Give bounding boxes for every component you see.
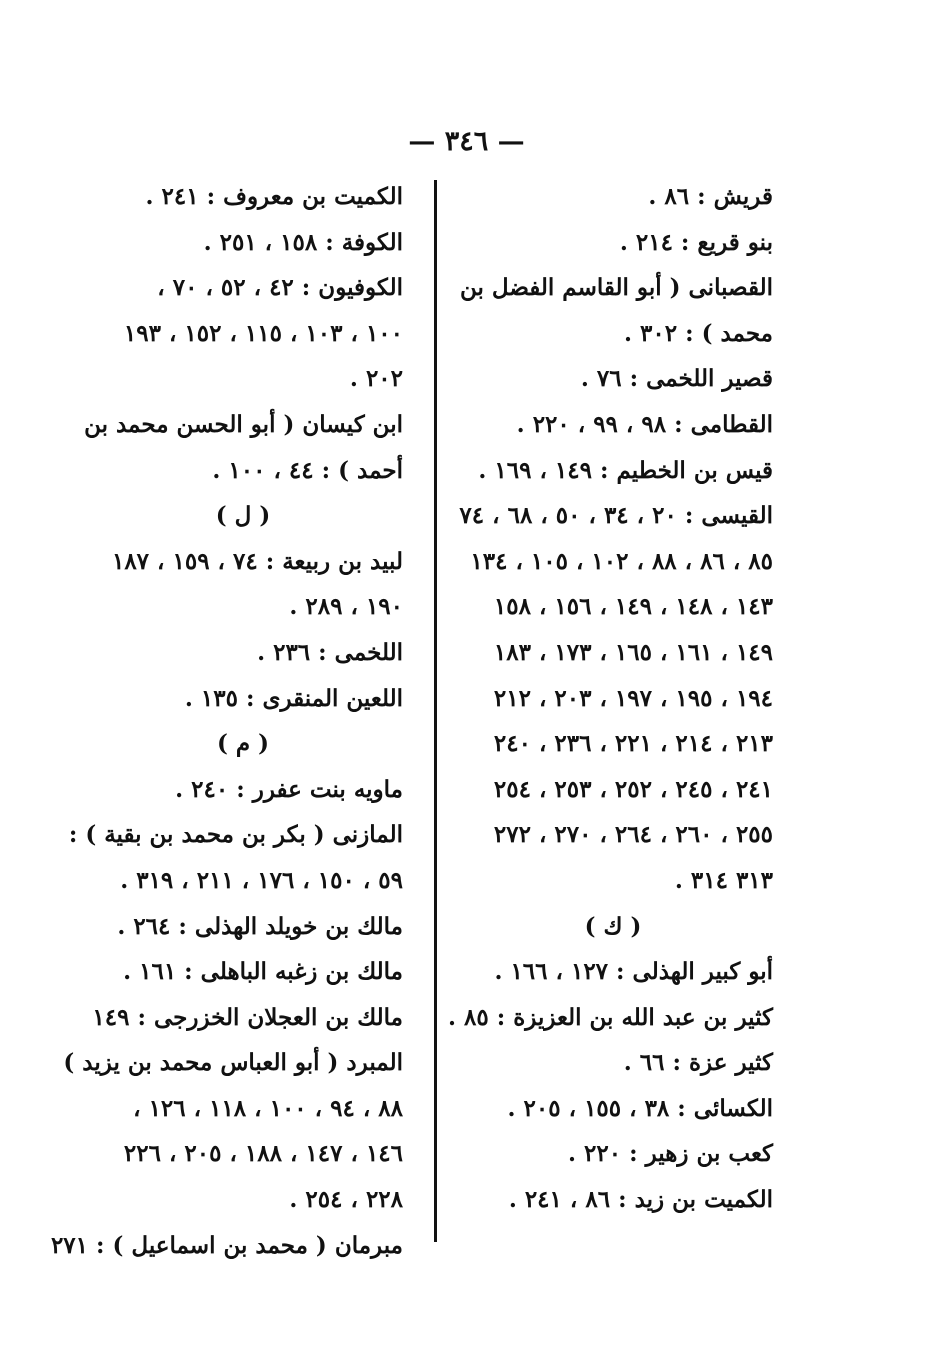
index-entry-line: الكوفيون : ٤٢ ، ٥٢ ، ٧٠ ، [157,274,403,302]
index-entry-line: مالك بن خويلد الهذلى : ٢٦٤ . [117,912,403,940]
section-letter-heading: ( ك ) [584,912,642,940]
index-entry-line: الكميت بن زيد : ٨٦ ، ٢٤١ . [508,1186,773,1214]
index-entry-line: اللخمى : ٢٣٦ . [257,638,403,666]
index-entry-line: ٢٠٢ . [349,365,403,393]
index-entry-line: اللعين المنقرى : ١٣٥ . [184,684,403,712]
index-entry-line: ٨٥ ، ٨٦ ، ٨٨ ، ١٠٢ ، ١٠٥ ، ١٣٤ [470,547,773,575]
index-entry-line: محمد ) : ٣٠٢ . [623,319,773,347]
index-entry-line: كثير عزة : ٦٦ . [623,1049,773,1077]
index-entry-line: ابن كيسان ( أبو الحسن محمد بن [84,410,403,438]
index-entry-line: مالك بن العجلان الخزرجى : ١٤٩ [92,1003,403,1031]
index-entry-line: القصبانى ( أبو القاسم الفضل بن [459,274,773,302]
index-entry-line: المبرد ( أبو العباس محمد بن يزيد ) [63,1049,403,1077]
index-entry-line: ١٩٠ ، ٢٨٩ . [289,593,403,621]
index-entry-line: ١٤٣ ، ١٤٨ ، ١٤٩ ، ١٥٦ ، ١٥٨ [493,593,773,621]
index-entry-line: ٢٤١ ، ٢٤٥ ، ٢٥٢ ، ٢٥٣ ، ٢٥٤ [493,775,773,803]
index-column-right [447,174,773,1223]
index-entry-line: قريش : ٨٦ . [648,183,773,210]
index-entry-line: ٢٢٨ ، ٢٥٤ . [289,1186,403,1214]
index-entry-line: أحمد ) : ٤٤ ، ١٠٠ . [212,456,403,484]
index-entry-line: أبو كبير الهذلى : ١٢٧ ، ١٦٦ . [494,958,773,986]
index-entry-line: ١٤٦ ، ١٤٧ ، ١٨٨ ، ٢٠٥ ، ٢٢٦ [123,1140,403,1168]
index-entry-line: كعب بن زهير : ٢٢٠ . [567,1140,773,1168]
index-entry-line: الكوفة : ١٥٨ ، ٢٥١ . [203,228,403,256]
index-entry-line: ١٠٠ ، ١٠٣ ، ١١٥ ، ١٥٢ ، ١٩٣ [123,319,403,347]
index-entry-line: ٢١٣ ، ٢١٤ ، ٢٢١ ، ٢٣٦ ، ٢٤٠ [493,730,773,758]
index-column-left [50,174,403,1268]
index-entry-line: ١٩٤ ، ١٩٥ ، ١٩٧ ، ٢٠٣ ، ٢١٢ [493,684,773,712]
index-entry-line: بنو قريع : ٢١٤ . [619,228,773,256]
index-entry-line: ٥٩ ، ١٥٠ ، ١٧٦ ، ٢١١ ، ٣١٩ . [120,866,403,894]
page-number: — ٣٤٦ — [408,126,525,157]
index-entry-line: لبيد بن ربيعة : ٧٤ ، ١٥٩ ، ١٨٧ [111,547,403,575]
index-entry-line: ٢٥٥ ، ٢٦٠ ، ٢٦٤ ، ٢٧٠ ، ٢٧٢ [493,821,773,849]
index-entry-line: قيس بن الخطيم : ١٤٩ ، ١٦٩ . [478,456,773,484]
column-divider [434,180,437,1242]
index-entry-line: المازنى ( بكر بن محمد بن بقية ) : [68,821,403,849]
index-entry-line: مبرمان ( محمد بن اسماعيل ) : ٢٧١ [50,1231,403,1259]
index-entry-line: ٣١٣ ٣١٤ . [674,866,773,894]
index-entry-line: مالك بن زغبه الباهلى : ١٦١ . [123,958,403,986]
index-entry-line: الكسائى : ٣٨ ، ١٥٥ ، ٢٠٥ . [507,1094,773,1122]
index-entry-line: قصير اللخمى : ٧٦ . [580,365,773,393]
index-entry-line: ٨٨ ، ٩٤ ، ١٠٠ ، ١١٨ ، ١٢٦ ، [133,1094,403,1122]
index-entry-line: كثير بن عبد الله بن العزيزة : ٨٥ . [447,1003,773,1031]
section-letter-heading: ( ل ) [215,502,271,530]
index-entry-line: الكميت بن معروف : ٢٤١ . [145,183,403,210]
index-entry-line: القيسى : ٢٠ ، ٣٤ ، ٥٠ ، ٦٨ ، ٧٤ [459,502,773,530]
section-letter-heading: ( م ) [216,730,270,758]
index-entry-line: القطامى : ٩٨ ، ٩٩ ، ٢٢٠ . [516,410,773,438]
index-entry-line: ماويه بنت عفرر : ٢٤٠ . [175,775,403,803]
index-entry-line: ١٤٩ ، ١٦١ ، ١٦٥ ، ١٧٣ ، ١٨٣ [493,638,773,666]
